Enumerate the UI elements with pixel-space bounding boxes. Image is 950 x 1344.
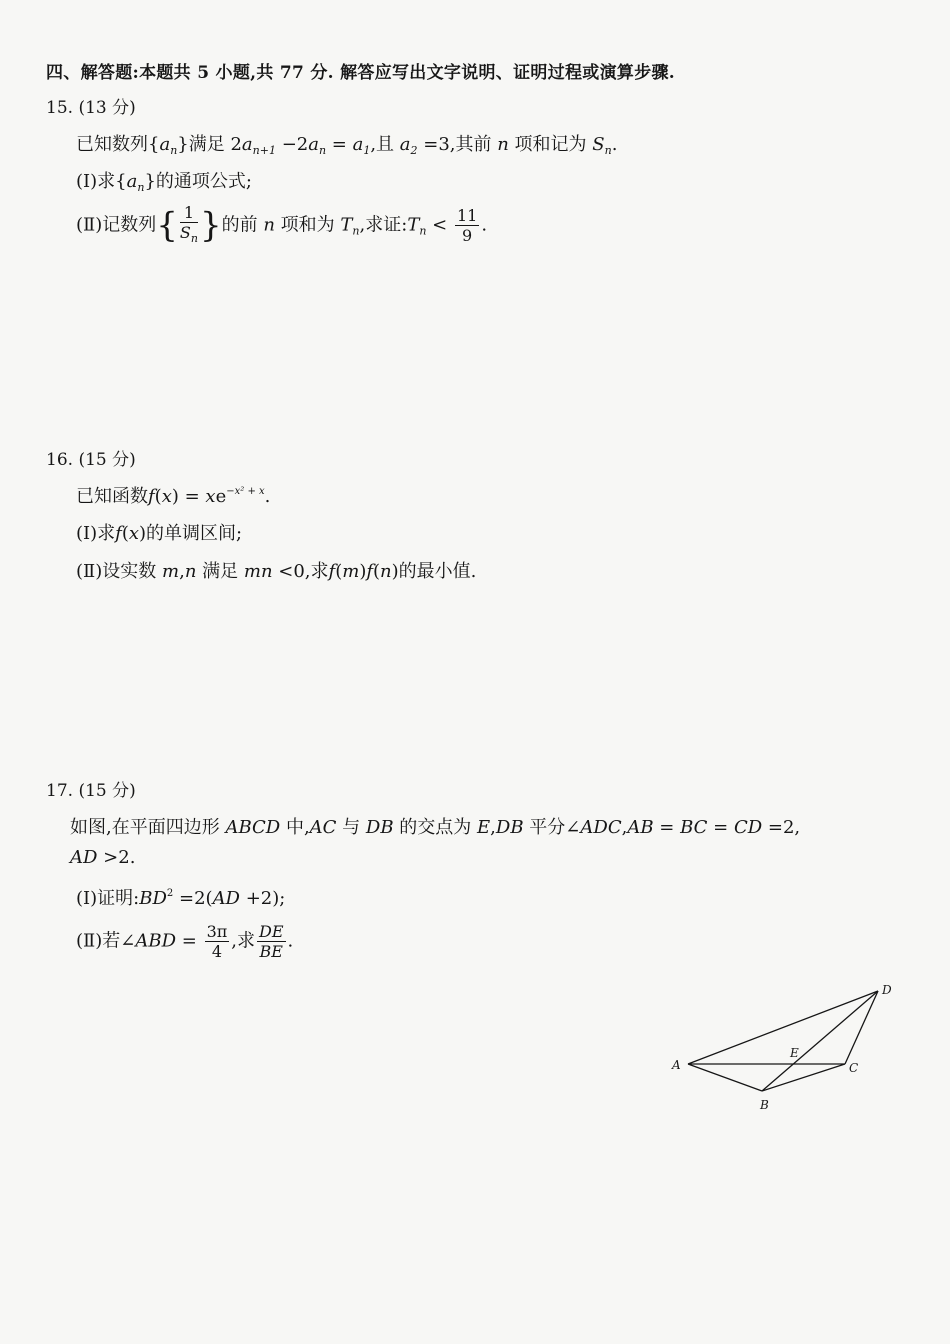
math-text: a <box>399 134 411 155</box>
fraction-three-pi-over-four <box>205 922 230 961</box>
math-text: 11 <box>456 206 478 225</box>
problem-16-header <box>46 445 136 470</box>
math-text: 若∠ <box>102 930 136 952</box>
math-text: (Ⅱ) <box>76 214 103 236</box>
math-text: } <box>199 205 222 246</box>
problem-17-header <box>46 776 136 801</box>
math-text: f <box>115 523 122 544</box>
math-text: ,求证: <box>359 214 408 236</box>
problem-number: 16. <box>46 450 74 470</box>
math-text: <0,求 <box>272 561 329 582</box>
section-heading: 四、解答题:本题共 5 小题,共 77 分. 解答应写出文字说明、证明过程或演算步骤. <box>46 63 676 83</box>
math-text: a <box>159 134 171 155</box>
math-text: ( <box>154 486 162 507</box>
math-text: AD <box>212 888 240 909</box>
problem-15-stem <box>76 130 617 157</box>
problem-number: 15. <box>46 98 74 118</box>
math-text: , <box>490 817 496 838</box>
math-text: 与 <box>336 817 366 838</box>
math-text: ,且 <box>370 134 400 155</box>
math-text: x <box>161 486 172 507</box>
math-text: E <box>477 817 491 838</box>
vertex-label-b: B <box>760 1098 769 1112</box>
math-text: = <box>176 930 203 952</box>
math-text: n <box>263 214 275 236</box>
problem-17-part-1 <box>76 884 285 910</box>
math-text: e <box>215 486 227 507</box>
math-text: 2 <box>410 144 418 157</box>
vertex-label-a: A <box>672 1058 681 1072</box>
math-text: ADC <box>580 817 622 838</box>
math-text: . <box>264 486 271 507</box>
math-text: )的单调区间; <box>139 523 243 544</box>
math-text: DE <box>259 922 284 941</box>
math-text: 求 <box>97 171 116 192</box>
math-text: n <box>170 144 178 157</box>
math-text: a <box>308 134 319 155</box>
math-text: AD <box>70 847 98 868</box>
math-text: (Ⅱ) <box>76 930 103 952</box>
math-text: , <box>621 817 628 838</box>
math-text: n <box>190 232 198 245</box>
math-text: m <box>162 561 180 582</box>
math-text: f <box>328 561 336 582</box>
problem-points: (15 分) <box>78 781 136 801</box>
math-text: =3,其前 <box>417 134 498 155</box>
problem-15-part-1 <box>76 167 252 194</box>
problem-16-part-2 <box>76 557 476 583</box>
problem-17-stem-line-2 <box>70 847 135 868</box>
math-text: a <box>126 171 138 192</box>
math-text: S <box>179 223 191 242</box>
math-text: } <box>177 134 189 155</box>
math-text: 项和为 <box>274 214 341 236</box>
problem-15-header <box>46 93 136 118</box>
math-text: 1 <box>363 144 371 157</box>
math-text: . <box>287 930 294 952</box>
math-text: 满足 <box>196 561 244 582</box>
math-text: n <box>318 144 327 157</box>
math-text: a <box>352 134 364 155</box>
math-text: 已知函数 <box>76 486 148 507</box>
math-text: 的前 <box>221 214 264 236</box>
math-text: T <box>407 214 420 236</box>
math-text: BE <box>259 942 283 961</box>
problem-17-stem <box>70 813 800 839</box>
math-text: 如图,在平面四边形 <box>70 817 226 838</box>
math-text: , <box>179 561 185 582</box>
math-text: { <box>115 171 127 192</box>
math-text: (Ⅱ) <box>76 561 103 582</box>
math-text: ( <box>121 523 129 544</box>
math-text: BD <box>139 888 167 909</box>
math-text: 已知数列 <box>76 134 148 155</box>
math-text: AB = BC = CD <box>627 817 763 838</box>
math-text: 的通项公式; <box>155 171 252 192</box>
problem-points: (13 分) <box>78 98 136 118</box>
math-text: DB <box>495 817 524 838</box>
segment-bc <box>762 1064 845 1091</box>
math-text: (Ⅰ) <box>76 171 98 192</box>
math-text: n <box>184 561 197 582</box>
fraction-eleven-ninths <box>455 206 479 245</box>
math-text: f <box>366 561 374 582</box>
math-text: ,求 <box>231 930 256 952</box>
math-text: 的交点为 <box>393 817 478 838</box>
quadrilateral-figure <box>660 975 910 1125</box>
math-text: )的最小值. <box>391 561 477 582</box>
math-text: ( <box>373 561 381 582</box>
problem-16-part-1 <box>76 519 242 545</box>
math-text: −2 <box>275 134 309 155</box>
math-text: f <box>148 486 155 507</box>
math-text: 设实数 <box>102 561 163 582</box>
math-text: . <box>611 134 618 155</box>
math-text: 3π <box>206 922 228 941</box>
math-text: 证明: <box>97 888 140 909</box>
math-text: (Ⅰ) <box>76 523 98 544</box>
math-text: −x² + x <box>226 486 265 497</box>
math-text: AC <box>309 817 337 838</box>
math-text: 平分∠ <box>523 817 581 838</box>
math-text: ABD <box>135 930 177 952</box>
math-text: n <box>497 134 509 155</box>
math-text: { <box>156 205 178 246</box>
math-text: a <box>241 134 253 155</box>
math-text: } <box>144 171 156 192</box>
math-text: DB <box>365 817 394 838</box>
math-text: n <box>352 224 360 238</box>
math-text: =2, <box>762 817 801 838</box>
math-text: < <box>426 214 453 236</box>
math-text: n <box>137 181 145 194</box>
segment-ab <box>688 1064 762 1091</box>
math-text: ) = <box>171 486 206 507</box>
math-text: 求 <box>97 523 116 544</box>
math-text: ABCD <box>225 817 281 838</box>
math-text: 满足 2 <box>188 134 242 155</box>
math-text: >2. <box>97 847 136 868</box>
math-text: 记数列 <box>102 214 157 236</box>
vertex-label-d: D <box>882 983 892 997</box>
math-text: n+1 <box>252 144 276 157</box>
math-text: n <box>380 561 392 582</box>
math-text: = <box>326 134 353 155</box>
fraction-one-over-sn <box>180 203 198 248</box>
problem-15-part-2 <box>76 203 487 248</box>
problem-17-part-2 <box>76 922 293 961</box>
math-text: S <box>592 134 605 155</box>
math-text: x <box>128 523 140 544</box>
math-text: 项和记为 <box>508 134 593 155</box>
math-text: =2( <box>173 888 213 909</box>
math-text: . <box>481 214 488 236</box>
vertex-label-c: C <box>849 1061 859 1075</box>
math-text: ( <box>335 561 343 582</box>
problem-number: 17. <box>46 781 74 801</box>
math-text: m <box>342 561 360 582</box>
math-text: 1 <box>180 203 198 223</box>
math-text: 9 <box>462 226 473 245</box>
fraction-de-over-be <box>257 922 286 961</box>
segment-bd <box>762 991 878 1091</box>
math-text: { <box>148 134 160 155</box>
math-text: 4 <box>211 942 223 961</box>
math-text: +2); <box>240 888 286 909</box>
math-text: n <box>419 224 427 238</box>
problem-points: (15 分) <box>78 450 136 470</box>
vertex-label-e: E <box>790 1046 799 1060</box>
problem-16-stem <box>76 482 270 508</box>
math-text: 2 <box>166 888 174 899</box>
math-text: (Ⅰ) <box>76 888 98 909</box>
math-text: x <box>205 486 216 507</box>
math-text: mn <box>243 561 273 582</box>
math-text: n <box>604 144 612 157</box>
math-text: 中, <box>280 817 310 838</box>
math-text: T <box>340 214 353 236</box>
math-text: ) <box>359 561 367 582</box>
